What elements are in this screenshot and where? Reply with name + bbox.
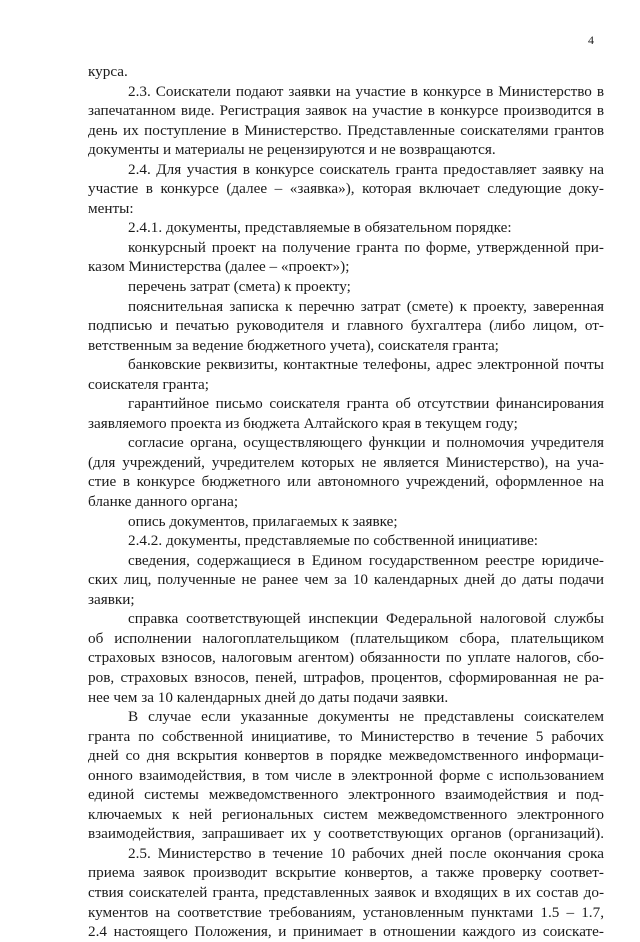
- text-line: соискателя гранта;: [88, 375, 209, 393]
- text-line: ствия соискателей гранта, представленных заявок и входящих в их состав до-: [88, 883, 604, 901]
- text-line: ских лиц, полученные не ранее чем за 10 календарных дней до даты подачи: [88, 571, 604, 589]
- text-line: опись документов, прилагаемых к заявке;: [128, 512, 398, 530]
- text-line: гранта по собственной инициативе, то Министерство в течение 5 рабочих: [88, 727, 604, 745]
- text-line: менты:: [88, 199, 134, 217]
- text-line: 2.4.2. документы, представляемые по собственной инициативе:: [128, 532, 539, 550]
- text-line: согласие органа, осуществляющего функции и полномочия учредителя: [128, 434, 604, 452]
- text-line: заявки;: [88, 590, 135, 608]
- text-line: курса.: [88, 63, 128, 80]
- text-line: 2.4.1. документы, представляемые в обязательном порядке:: [128, 219, 512, 237]
- text-line: гарантийное письмо соискателя гранта об отсутствии финансирования: [128, 395, 604, 413]
- text-line: заявляемого проекта из бюджета Алтайского края в текущем году;: [88, 414, 518, 432]
- text-line: В случае если указанные документы не представлены соискателем: [128, 708, 604, 726]
- text-line: конкурсный проект на получение гранта по форме, утвержденной при-: [128, 238, 604, 256]
- text-line: ров, страховых взносов, пеней, штрафов, процентов, сформированная не ра-: [88, 668, 604, 686]
- text-line: онного взаимодействия, в том числе в электронной форме с использованием: [88, 766, 604, 784]
- text-line: 2.4 настоящего Положения, и принимает в отношении каждого из соискате-: [88, 923, 604, 941]
- text-line: дней со дня вскрытия конвертов в порядке межведомственного информаци-: [88, 747, 604, 765]
- text-line: документы и материалы не рецензируются и не возвращаются.: [88, 141, 496, 159]
- text-line: ключаемых к ней региональных систем межведомственного электронного: [88, 805, 604, 823]
- text-line: стие в конкурсе бюджетного или автономного учреждений, оформленное на: [88, 473, 604, 491]
- text-line: банковские реквизиты, контактные телефоны, адрес электронной почты: [128, 356, 604, 374]
- text-line: сведения, содержащиеся в Едином государственном реестре юридиче-: [128, 551, 604, 569]
- document-body: [88, 62, 604, 942]
- text-line: взаимодействия, запрашивает их у соответствующих органов (организаций).: [88, 825, 604, 843]
- text-line: день их поступление в Министерство. Представленные соискателями грантов: [88, 121, 604, 139]
- text-line: бланке данного органа;: [88, 493, 239, 511]
- text-line: пояснительная записка к перечню затрат (смете) к проекту, заверенная: [128, 297, 604, 315]
- text-line: 2.4. Для участия в конкурсе соискатель гранта предоставляет заявку на: [128, 160, 604, 178]
- text-line: участие в конкурсе (далее – «заявка»), которая включает следующие доку-: [88, 180, 604, 198]
- text-line: 2.5. Министерство в течение 10 рабочих дней после окончания срока: [128, 844, 604, 862]
- text-line: страховых взносов, налоговым агентом) обязанности по уплате налогов, сбо-: [88, 649, 604, 667]
- text-line: 2.3. Соискатели подают заявки на участие в конкурсе в Министерство в: [128, 82, 604, 100]
- text-line: единой системы межведомственного электронного взаимодействия и под-: [88, 786, 604, 804]
- text-line: об исполнении налогоплательщиком (плательщиком сбора, плательщиком: [88, 629, 604, 647]
- page-number: 4: [588, 33, 594, 47]
- text-line: казом Министерства (далее – «проект»);: [88, 258, 350, 276]
- text-line: подписью и печатью руководителя и главного бухгалтера (либо лицом, от-: [88, 317, 604, 335]
- text-line: нее чем за 10 календарных дней до даты подачи заявки.: [88, 688, 449, 706]
- text-line: приема заявок производит вскрытие конвертов, а также проверку соответ-: [88, 864, 604, 882]
- text-line: справка соответствующей инспекции Федеральной налоговой службы: [128, 610, 604, 628]
- text-line: перечень затрат (смета) к проекту;: [128, 278, 351, 296]
- text-line: кументов на соответствие требованиям, установленным пунктами 1.5 – 1.7,: [88, 903, 604, 921]
- text-line: запечатанном виде. Регистрация заявок на участие в конкурсе производится в: [88, 102, 604, 120]
- text-line: ветственным за ведение бюджетного учета), соискателя гранта;: [88, 336, 499, 354]
- text-line: (для учреждений, учредителем которых не является Министерство), на уча-: [88, 453, 604, 471]
